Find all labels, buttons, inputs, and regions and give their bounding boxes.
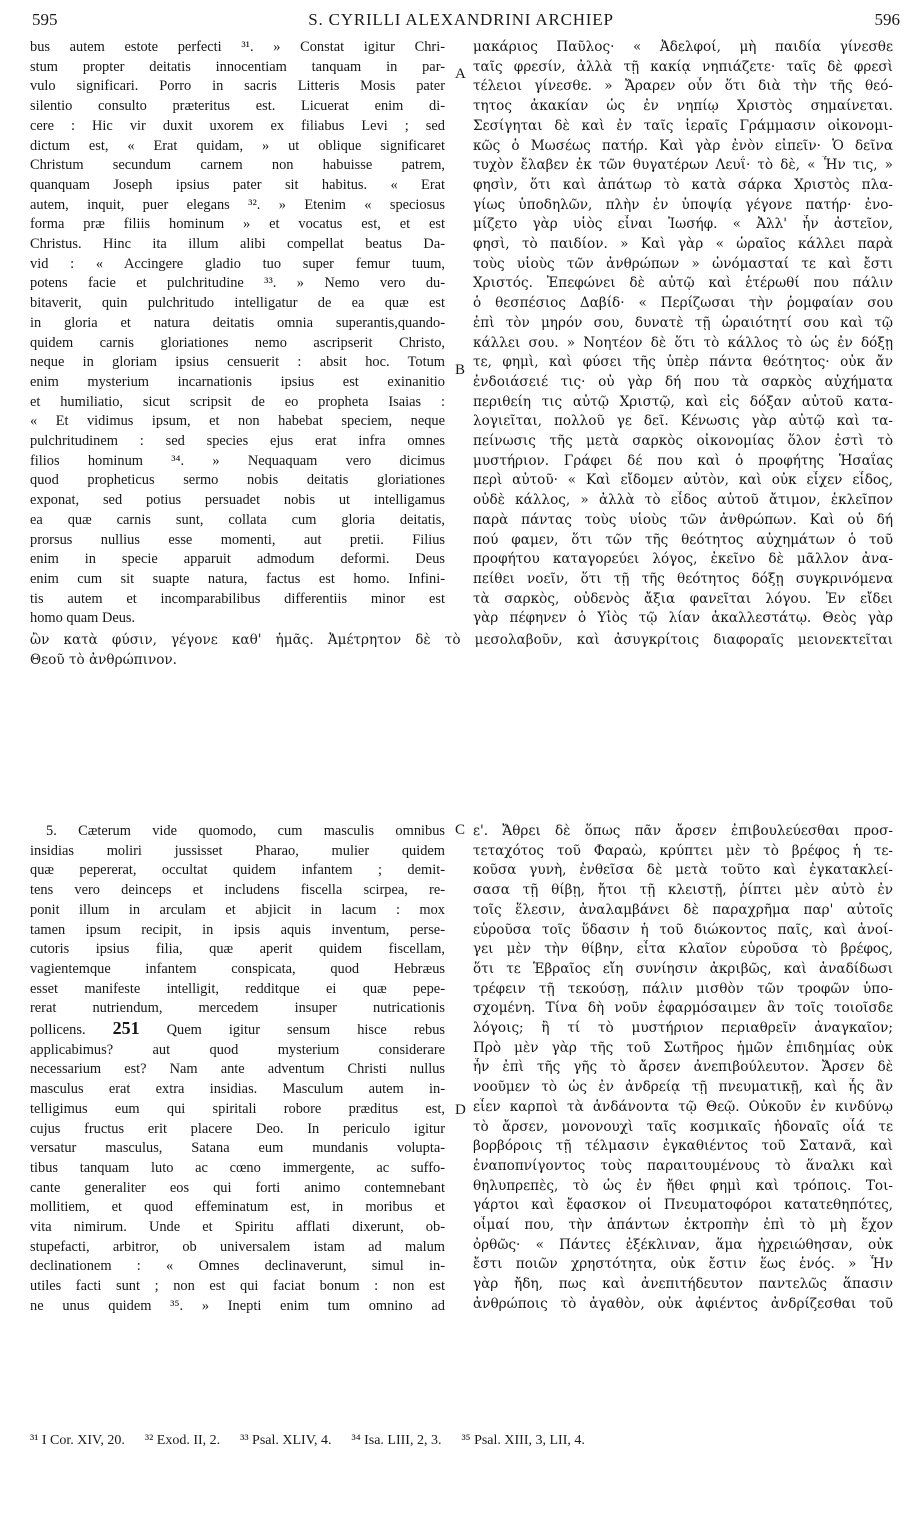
text-line: ε'. Ἄθρει δὲ ὅπως πᾶν ἄρσεν ἐπιβουλεύεσθαι προσ- <box>473 823 893 839</box>
text-line: enim mysterium incarnationis ipsius est exinanitio <box>30 373 445 390</box>
text-line: ὁ θεσπέσιος Δαβίδ· « Περίζωσαι τὴν ῥομφαίαν σου <box>473 295 893 312</box>
running-title: S. CYRILLI ALEXANDRINI ARCHIEP <box>308 10 614 29</box>
text-line: λόγοις; ἢ τί τὸ μυστήριον περιαθρεῖν ἀναγκαῖον; <box>473 1020 893 1037</box>
text-line: potens facie et pulchritudine ³³. » Nemo vero du- <box>30 275 445 292</box>
text-line: τυχὸν ἔλαβεν ἐκ τῶν θυγατέρων Λευΐ· τὸ δὲ, « Ἦν τις, » <box>473 157 893 174</box>
text-line: esset manifeste intelligit, redditque ei quæ pepe- <box>30 980 445 997</box>
text-line: bus autem estote perfecti ³¹. » Constat igitur Chri- <box>30 39 445 55</box>
text-line: τοῖς ἕλεσιν, ἀναλαμβάνει δὲ παραχρῆμα παρ' αὐτοῖς <box>473 901 893 918</box>
text-line: ὢν κατὰ φύσιν, γέγονε καθ' ἡμᾶς. Ἀμέτρητον δὲ τὸ μεσολαβοῦν, καὶ ἀσυγκρίτοις διαφοραῖς μειονεκτεῖται <box>30 632 893 648</box>
text-line: mollitiem, et quod effeminatum est, in moribus et <box>30 1199 445 1216</box>
text-line: τε, φημὶ, καὶ φύσει τῆς ὑπὲρ πάντα θεότητος· οὐκ ἄν <box>473 354 893 371</box>
text-line: prorsus nullius esse momenti, aut pretii. Filius <box>30 531 445 548</box>
text-line: ea quæ carnis sunt, collata cum gloria deitatis, <box>30 511 445 528</box>
text-line: φησὶν, ὅτι καὶ ἀπάτωρ τὸ κατὰ σάρκα Χριστὸς πλα- <box>473 176 893 193</box>
latin-column-bottom <box>30 822 445 1317</box>
page-number-left: 595 <box>32 10 58 29</box>
text-line: silentio consulto præteritus est. Licuerat enim di- <box>30 98 445 115</box>
text-line: ponit illum in arculam et abjicit in lacum : mox <box>30 901 445 918</box>
text-line: bitaverit, quin pulchritudo intelligatur de ea quæ est <box>30 295 445 312</box>
text-line: applicabimus? aut quod mysterium considerare <box>30 1041 445 1058</box>
text-line: quæ pepererat, occultat quidem infantem ; demit- <box>30 862 445 879</box>
text-line: ἐπὶ τὸν μηρόν σου, δυνατὲ τῇ ὡραιότητί σου καὶ τῷ <box>473 314 893 331</box>
text-line: stupefacti, arbitror, ob universalem istam ad malum <box>30 1238 445 1255</box>
margin-marker-b: B <box>455 362 466 378</box>
text-line: tens vero deinceps et includens fiscella scirpea, re- <box>30 882 445 899</box>
text-line: γάρτοι καὶ ἔφασκον οἱ Πνευματοφόροι κατατεθηπότες, <box>473 1197 893 1214</box>
footnotes <box>30 1433 893 1449</box>
text-line: tis autem et incomparabilibus differentiis minor est <box>30 590 445 607</box>
text-line: θηλυπρεπὲς, τὸ ὡς ἐν ἤθει φημὶ καὶ τρόποις. Τοι- <box>473 1177 893 1194</box>
text-line: in gloria et natura deitatis omnia superantis,quando- <box>30 314 445 331</box>
text-line: οὐδὲ κάλλος, » ἀλλὰ τὸ εἶδος αὐτοῦ ἄτιμον, ἐκλεῖπον <box>473 492 893 509</box>
latin-column-top <box>30 38 445 629</box>
full-width-continuation <box>30 630 893 670</box>
text-line: περὶ αὐτοῦ· « Καὶ εἴδομεν αὐτὸν, καὶ οὐκ εἶχεν εἶδος, <box>473 472 893 489</box>
text-line: ἦν ἐπὶ τῆς γῆς τὸ ἄρσεν ἀνεπιβούλευτον. Ἄρσεν δὲ <box>473 1059 893 1076</box>
text-line <box>30 1019 445 1041</box>
text-line: εὑροῦσα τοῖς ὕδασιν ἡ τοῦ διώκοντος παῖς, καὶ ἀνοί- <box>473 921 893 938</box>
text-line: quanquam Joseph ipsius pater sit habitus. « Erat <box>30 176 445 193</box>
text-line: quidem carnis gloriationes nemo ascripserit Christo, <box>30 334 445 351</box>
text-line: φησὶ, τὸ παιδίον. » Καὶ γὰρ « ὡραῖος κάλλει παρὰ <box>473 236 893 253</box>
text-line: ἐναποπνίγοντος τοὺς παραιτουμένους τὸ ἅναλκι καὶ <box>473 1157 893 1174</box>
text-line: enim in specie apparuit admodum deformi. Deus <box>30 551 445 568</box>
margin-marker-d: D <box>455 1102 466 1118</box>
footnote-33: ³³ Psal. XLIV, 4. <box>240 1433 332 1448</box>
text-line: τὰ σαρκὸς, οὐδενὸς ἄξια φανεῖται λόγου. Ἐν εἴδει <box>473 590 893 607</box>
text-line: autem, inquit, puer elegans ³². » Etenim « speciosus <box>30 196 445 213</box>
text-line: λογιεῖται, πολλοῦ γε δεῖ. Κένωσις γὰρ αὐτῷ καὶ τα- <box>473 413 893 430</box>
text-line: Christum secundum carnem non habuisse patrem, <box>30 157 445 174</box>
text-line: necessarium est? Nam ante adventum Christi nullus <box>30 1061 445 1078</box>
text-line: quod propheticus sermo nobis deitatis gloriationes <box>30 472 445 489</box>
text-line: Χριστός. Ἐπεφώνει δὲ αὐτῷ καὶ ἑτέρωθί που πάλιν <box>473 275 893 292</box>
text-line: κοῦσα γυνὴ, ἐνθεῖσα δὲ μετὰ τοῦτο καὶ ἐγκατακλεί- <box>473 862 893 879</box>
text-line: tamen ipsum recipit, in ipsis aquis inventum, perse- <box>30 921 445 938</box>
text-line: τεταχότος τοῦ Φαραὼ, κρύπτει μὲν τὸ βρέφος ἡ τε- <box>473 842 893 859</box>
text-line: ἀνθρώποις τὸ ἀγαθὸν, οὐκ ἀφιέντος ἀνδρίζεσθαι τοῦ <box>473 1295 893 1312</box>
text-line: βορβόροις τῇ τέλμασιν ἐγκαθιέντος τοῦ Σατανᾶ, καὶ <box>473 1138 893 1155</box>
margin-marker-a: A <box>455 66 466 82</box>
text-line: περιθείη τις αὐτῷ Χριστῷ, καὶ εἰς δόξαν αὐτοῦ κατα- <box>473 393 893 410</box>
text-line: προφήτου καταγορεύει λόγος, ἐκεῖνο δὲ μᾶλλον ἀνα- <box>473 551 893 568</box>
text-line: σασα τῇ θίβῃ, ἤτοι τῇ κλειστῇ, ῥίπτει μὲν αὐτὸ ἐν <box>473 882 893 899</box>
text-line: ὅτι τε Ἑβραῖος εἴη συνίησιν ἀκριβῶς, καὶ ἀναδίδωσι <box>473 960 893 977</box>
text-line: et humiliatio, sicut scripsit de eo propheta Isaias : <box>30 393 445 410</box>
text-line: cujus fructus erit placere Deo. In periculo igitur <box>30 1120 445 1137</box>
text-line: rerat nutriendum, mercedem insuper nutricationis <box>30 1000 445 1017</box>
text-line: κῶς ὁ Μωσέως πατήρ. Καὶ γὰρ ἐνὸν εἰπεῖν· Ὁ δεῖνα <box>473 137 893 154</box>
text-line: οἶμαί που, τὴν ἁπάντων ἐκτροπὴν ἐπὶ τὸ μὴ ἔχον <box>473 1217 893 1234</box>
footnote-31: ³¹ I Cor. XIV, 20. <box>30 1433 125 1448</box>
text-line: τρέφειν τῇ τεκούσῃ, πάλιν μισθὸν τῶν τροφῶν ὑπο- <box>473 980 893 997</box>
text-line: ἔστι ποιῶν χρηστότητα, οὐκ ἔστιν ἕως ἑνός. » Ἦν <box>473 1256 893 1273</box>
text-line: insidias moliri jussisset Pharao, mulier quidem <box>30 842 445 859</box>
text-line: tibus tanquam luto ac cœno immergente, ac suffo- <box>30 1159 445 1176</box>
text-line: « Et vidimus ipsum, et non habebat speciem, neque <box>30 413 445 430</box>
text-line: pulchritudinem : sed species ejus erat infra omnes <box>30 433 445 450</box>
text-line: πού φαμεν, ὅτι τῶν τῆς θεότητος αὐχημάτων ὁ τοῦ <box>473 531 893 548</box>
text-line: utiles facti sunt ; non est qui faciat bonum : non est <box>30 1278 445 1295</box>
footnote-35: ³⁵ Psal. XIII, 3, LII, 4. <box>461 1433 585 1448</box>
text-line: ὀρθῶς· « Πάντες ἐξέκλιναν, ἅμα ἠχρειώθησαν, οὐκ <box>473 1236 893 1253</box>
running-header <box>22 6 900 36</box>
text-line: τὸ ἄρσεν, μονονουχὶ ταῖς κοσμικαῖς ἡδοναῖς οἷά τε <box>473 1118 893 1135</box>
edition-page-marker: 251 <box>112 1019 140 1039</box>
margin-marker-c: C <box>455 822 466 838</box>
text-line: ἐνδοιάσειέ τις· οὐ γὰρ δή που τὰ σαρκὸς αὐχήματα <box>473 373 893 390</box>
text-line: μακάριος Παῦλος· « Ἀδελφοί, μὴ παιδία γίνεσθε <box>473 39 893 55</box>
text-line: τοὺς υἱοὺς τῶν ἀνθρώπων » ὠνόμασταί τε καὶ ἔστι <box>473 255 893 272</box>
text-line: εἶεν καρποὶ τὰ ἁνδάνοντα τῷ Θεῷ. Οὐκοῦν ἐν κινδύνῳ <box>473 1098 893 1115</box>
text-line: declinationem : « Omnes declinaverunt, simul in- <box>30 1258 445 1275</box>
text-line: vulo significari. Porro in sacris Litteris Mosis pater <box>30 78 445 95</box>
text-line: versatur masculus, Satana eum mundanis volupta- <box>30 1140 445 1157</box>
text-line: νοοῦμεν τὸ ὡς ἐν ἀνδρείᾳ τῇ πνευματικῇ, καὶ ἧς ἂν <box>473 1079 893 1096</box>
text-line: stum propter deitatis innocentiam tanquam in par- <box>30 58 445 75</box>
greek-column-bottom <box>473 822 893 1315</box>
text-line: masculus erat extra insidias. Masculum autem in- <box>30 1081 445 1098</box>
text-line: exponat, sed potius persuadet nobis ut intelligamus <box>30 492 445 509</box>
text-line: Πρὸ μὲν γὰρ τῆς τοῦ Σωτῆρος ἡμῶν ἐπιδημίας οὐκ <box>473 1039 893 1056</box>
greek-column-top <box>473 38 893 629</box>
text-line: 5. Cæterum vide quomodo, cum masculis omnibus <box>46 823 445 839</box>
text-fragment: Quem igitur sensum hisce rebus <box>139 1022 445 1039</box>
text-line: cere : Hic vir duxit uxorem ex filiabus Levi ; sed <box>30 117 445 134</box>
text-line: cante generaliter eos qui forti animo contemnebant <box>30 1179 445 1196</box>
text-line: πείνωσις τῆς μετὰ σαρκὸς οἰκονομίας ὅλον ἐστὶ τὸ <box>473 433 893 450</box>
text-line: γὰρ πέφηνεν ὁ Υἱὸς τῷ λίαν ἀκαλλεστάτῳ. Θεὸς γὰρ <box>473 610 893 627</box>
text-line: γὰρ ἤδη, πως καὶ ἀνεπιτήδευτον παντελῶς ἅπασιν <box>473 1276 893 1293</box>
text-line: telligimus eum qui spiritali robore præditus est, <box>30 1100 445 1117</box>
footnote-34: ³⁴ Isa. LIII, 2, 3. <box>351 1433 442 1448</box>
text-line: filios hominum ³⁴. » Nequaquam vero dicimus <box>30 452 445 469</box>
text-line: Θεοῦ τὸ ἀνθρώπινον. <box>30 652 177 668</box>
text-line: τέλειοι γίνεσθε. » Ἄραρεν οὖν ὅτι διὰ τὴν τῆς θεό- <box>473 78 893 95</box>
text-line: ne unus quidem ³⁵. » Inepti enim tum omnino ad <box>30 1297 445 1314</box>
text-line: ταῖς φρεσίν, ἀλλὰ τῇ κακίᾳ νηπιάζετε· ταῖς δὲ φρεσὶ <box>473 58 893 75</box>
text-line: μυστήριον. Γράφει δέ που καὶ ὁ προφήτης Ἡσαΐας <box>473 452 893 469</box>
text-line: γίως ὑποδηλῶν, πλὴν ἐν ὑποψίᾳ γέγονε πατήρ· ἐνο- <box>473 196 893 213</box>
text-line: vita nimirum. Unde et Spiritu afflati dixerunt, ob- <box>30 1219 445 1236</box>
text-line: cutoris ipsius filia, quæ aperit quidem fiscellam, <box>30 941 445 958</box>
page-number-right: 596 <box>874 10 900 29</box>
text-line: neque in gloriam ipsius censuerit : absit hoc. Totum <box>30 354 445 371</box>
text-line: forma præ filiis hominum » et vocatus est, et est <box>30 216 445 233</box>
text-line: κάλλει σου. » Νοητέον δὲ ὅτι τὸ κάλλος τὸ ὡς ἐν δόξῃ <box>473 334 893 351</box>
text-line: Christus. Hinc ita illum alibi compellat beatus Da- <box>30 236 445 253</box>
text-line: vid : « Accingere gladio tuo super femur tuum, <box>30 255 445 272</box>
text-line: πείθει νοεῖν, ὅτι τῇ τῆς θεότητος δόξῃ συγκρινόμενα <box>473 570 893 587</box>
footnote-32: ³² Exod. II, 2. <box>144 1433 221 1448</box>
text-line: homo quam Deus. <box>30 610 136 627</box>
text-line: γει μὲν τὴν θίβην, εἶτα κλαῖον εὑροῦσα τὸ βρέφος, <box>473 941 893 958</box>
text-line: Σεσίγηται δὲ καὶ ἐν ταῖς ἱεραῖς Γράμμασιν οἰκονομι- <box>473 117 893 134</box>
text-fragment: pollicens. <box>30 1022 113 1039</box>
text-line: vagientemque infantem conspicata, quod Hebræus <box>30 960 445 977</box>
text-line: dictum est, « Erat quidam, » ut oblique significaret <box>30 137 445 154</box>
text-line: παρὰ πάντας τοὺς υἱοὺς τῶν ἀνθρώπων. Καὶ οὐ δή <box>473 511 893 528</box>
text-line: μίζετο γὰρ υἱὸς εἶναι Ἰωσήφ. « Ἀλλ' ἦν ἀστεῖον, <box>473 216 893 233</box>
text-line: enim cum sit suapte natura, factus est homo. Infini- <box>30 570 445 587</box>
text-line: σχομένη. Τίνα δὴ νοῦν ἐφαρμόσαιμεν ἂν τοῖς τοιοῖσδε <box>473 1000 893 1017</box>
text-line: τητος ἀκακίαν ὡς ἐν νηπίῳ Χριστὸς σημαίνεται. <box>473 98 893 115</box>
